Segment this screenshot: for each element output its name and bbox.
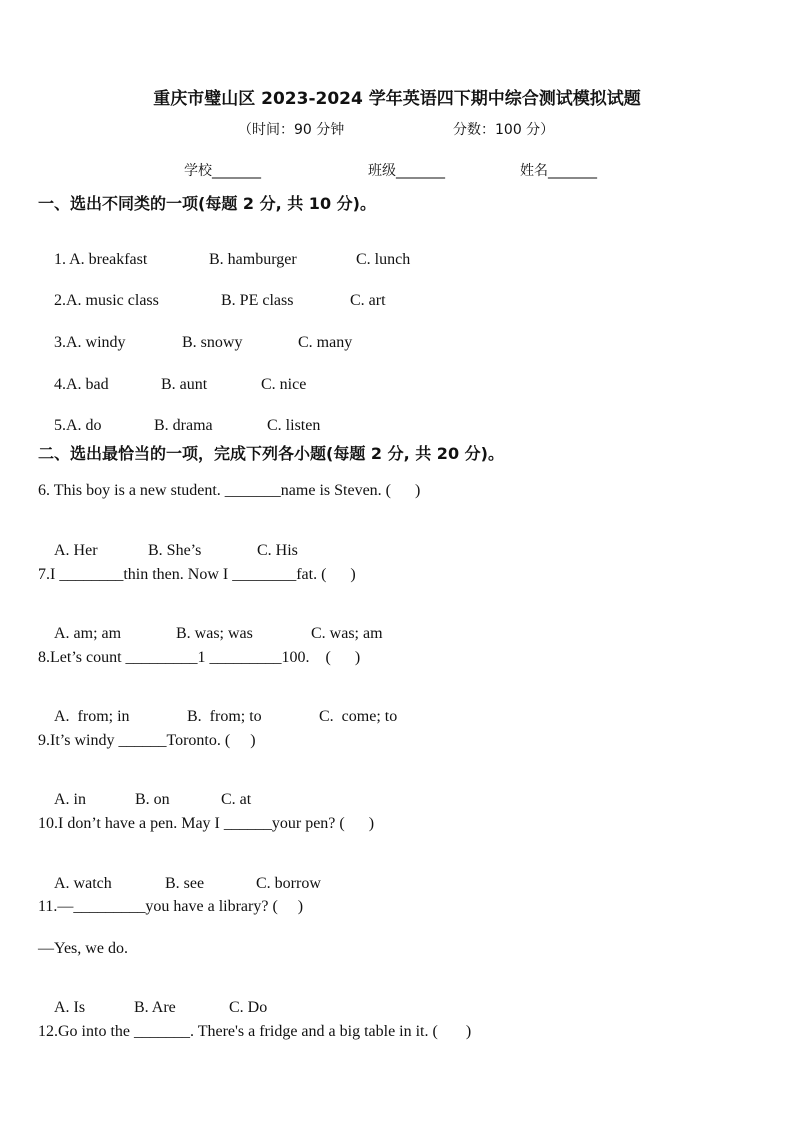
question-9: 9.It’s windy ______Toronto. ( ) — [38, 732, 256, 749]
question-9-option-a: A. in — [54, 791, 86, 808]
question-2-option-b: B. PE class — [221, 292, 294, 309]
question-2-option-c: C. art — [350, 292, 386, 309]
question-1-option-a: 1. A. breakfast — [54, 251, 148, 268]
question-8-option-c: C. come; to — [319, 708, 398, 725]
question-8-option-b: B. from; to — [187, 708, 262, 725]
question-3-option-c: C. many — [298, 334, 353, 351]
section-2-heading: 二、选出最恰当的一项，完成下列各小题(每题 2 分, 共 20 分)。 — [38, 444, 504, 463]
question-9-option-b: B. on — [135, 791, 170, 808]
question-4-option-b: B. aunt — [161, 376, 208, 393]
question-8: 8.Let’s count _________1 _________100. ( ) — [38, 649, 361, 666]
question-8-option-a: A. from; in — [54, 708, 130, 725]
question-6: 6. This boy is a new student. _______name is Steven. ( ) — [38, 482, 421, 499]
question-10-option-c: C. borrow — [256, 875, 321, 892]
question-10-option-a: A. watch — [54, 875, 112, 892]
question-5-option-c: C. listen — [267, 417, 321, 434]
question-7-option-b: B. was; was — [176, 625, 253, 642]
question-11-answer: —Yes, we do. — [38, 940, 128, 957]
exam-score: 分数：100 分） — [453, 122, 555, 138]
question-10-option-b: B. see — [165, 875, 205, 892]
exam-time: （时间：90 分钟 — [238, 122, 345, 138]
question-3-option-b: B. snowy — [182, 334, 243, 351]
question-10: 10.I don’t have a pen. May I ______your pen? ( ) — [38, 815, 375, 832]
question-6-option-a: A. Her — [54, 542, 98, 559]
question-4-option-c: C. nice — [261, 376, 307, 393]
question-1-option-c: C. lunch — [356, 251, 411, 268]
question-2-option-a: 2.A. music class — [54, 292, 159, 309]
question-7: 7.I ________thin then. Now I ________fat. ( ) — [38, 566, 356, 583]
question-7-option-a: A. am; am — [54, 625, 122, 642]
page-title: 重庆市璧山区 2023-2024 学年英语四下期中综合测试模拟试题 — [153, 89, 641, 109]
school-field: 学校_______ — [184, 163, 261, 179]
question-4-option-a: 4.A. bad — [54, 376, 109, 393]
class-field: 班级_______ — [368, 163, 445, 179]
question-5-option-b: B. drama — [154, 417, 213, 434]
question-7-option-c: C. was; am — [311, 625, 383, 642]
question-9-option-c: C. at — [221, 791, 252, 808]
question-11-option-b: B. Are — [134, 999, 176, 1016]
question-12: 12.Go into the _______. There's a fridge and a big table in it. ( ) — [38, 1023, 472, 1040]
question-1-option-b: B. hamburger — [209, 251, 297, 268]
section-1-heading: 一、选出不同类的一项(每题 2 分, 共 10 分)。 — [38, 194, 376, 213]
question-11-option-a: A. Is — [54, 999, 86, 1016]
question-6-option-c: C. His — [257, 542, 298, 559]
name-field: 姓名_______ — [520, 163, 597, 179]
question-6-option-b: B. She’s — [148, 542, 202, 559]
question-11: 11.—_________you have a library? ( ) — [38, 898, 304, 915]
question-3-option-a: 3.A. windy — [54, 334, 126, 351]
question-5-option-a: 5.A. do — [54, 417, 102, 434]
question-11-option-c: C. Do — [229, 999, 268, 1016]
